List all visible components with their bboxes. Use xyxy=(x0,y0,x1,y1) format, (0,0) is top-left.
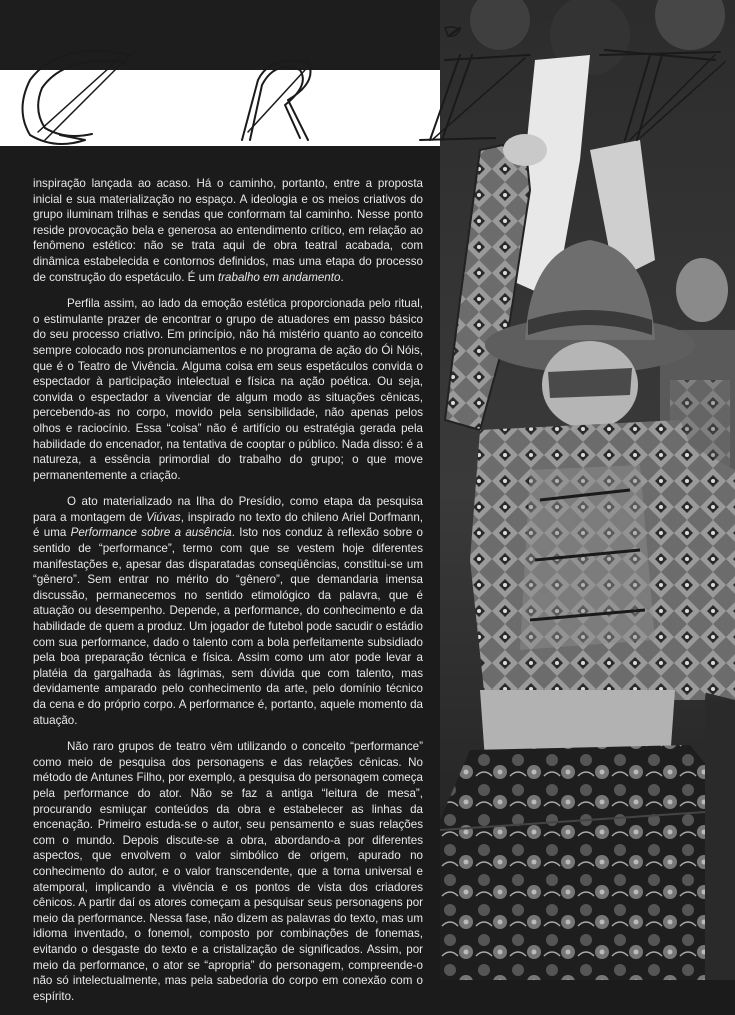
title-art xyxy=(0,0,735,160)
text-run: Perfila assim, ao lado da emoção estética proporcionada pelo ritual, o estimulante prazer de encontrar o grupo de atuadores em passo básico do seu processo criativo. Em princípio, não há mistério quanto ao conceito sempre colocado nos pronunciamentos e no programa de ação do Ói Nóis, que é o Teatro de Vivência. Alguma coisa em seus espetáculos convida o espectador à participação intelectual e física na ação poética. Ou seja, convida o espectador a vivenciar de algum modo as situações cênicas, percebendo-as no corpo, movido pela sensibilidade, não apenas pelos olhos e raciocínio. Essa “coisa” não é artifício ou estratégia gerada pela habilidade do encenador, na tentativa de cooptar o público. Nada disso: é a natureza, a essência primordial do trabalho do grupo; o que move permanentemente a criação. xyxy=(33,297,423,482)
paragraph-4 xyxy=(33,739,423,1004)
paragraph-1 xyxy=(33,176,423,285)
text-run: , inspirado no texto do chileno Ariel Dorfmann, é uma xyxy=(33,510,423,540)
title-letter-i xyxy=(420,27,530,140)
text-run: . Isto nos conduz à reflexão sobre o sentido de “performance”, termo com que se vestem hoje diferentes manifestações e, apesar das disparatadas conseqüências, constitui-se um “gênero”. Sem entrar no mérito do “gênero”, que demandaria imensa discussão, permanecemos no sentido etimológico da palavra, que é atuação ou desempenho. Depende, a performance, do conhecimento e da habilidade de quem a produz. Um jogador de futebol pode sacudir o estádio com sua performance, dado o talento com a bola perfeitamente subsidiado pela boa preparação técnica e física. Assim como um ator pode levar a platéia da gargalhada às lágrimas, sem dúvida que com talento, mas devidamente amparado pelo conhecimento da arte, pelo domínio técnico da cena e do próprio corpo. A performance é, portanto, aquele momento da atuação. xyxy=(33,526,423,727)
title-letter-r xyxy=(242,60,311,140)
italic-run: trabalho em andamento xyxy=(217,270,341,284)
text-run: Não raro grupos de teatro vêm utilizando o conceito “performance” como meio de pesquisa dos personagens e das relações cênicas. No método de Antunes Filho, por exemplo, a pesquisa do personagem começa pela performance do ator. Não se faz a antiga “leitura de mesa”, procurando esmiuçar conteúdos da obra e estabelecer as linhas da encenação. Primeiro estuda-se o autor, seu pensamento e suas relações com o mundo. Depois discute-se a obra, abordando-a por diferentes aspectos, que envolvem o valor simbólico de origem, apurado no conhecimento do autor, e o valor transcendente, que a torna universal e atemporal, implicando a vivência e os pontos de vista dos criadores cênicos. A partir daí os atores começam a pesquisar seus personagens por meio da performance. Nessa fase, não dizem as palavras do texto, mas um idioma inventado, o fonemol, composto por combinações de fonemas, evitando o desgaste do texto e a cristalização de significados. Assim, por meio da performance, o ator se “apropria” do personagem, compreende-o não só intelectualmente, mas pela sabedoria do corpo em conexão com o espírito. xyxy=(33,740,423,1003)
article-text xyxy=(33,176,423,1015)
italic-run: Viúvas xyxy=(146,510,181,524)
title-letter-t xyxy=(600,50,725,140)
title-letter-c xyxy=(23,50,136,144)
italic-run: Performance sobre a ausência xyxy=(70,526,232,540)
text-run: O ato materializado na Ilha do Presídio, como etapa da pesquisa para a montagem de xyxy=(33,495,423,524)
text-run: inspiração lançada ao acaso. Há o caminho, portanto, entre a proposta inicial e sua materialização no espaço. A ideologia e os meios criativos do grupo iluminam trilhas e sendas que conformam tal caminho. Nesse ponto reside provocação bela e generosa ao entendimento crítico, em relação ao fenômeno estético: não se trata aqui de obra teatral acabada, com dinâmica estabelecida e contornos definidos, mas uma etapa do processo de construção do espetáculo. É um xyxy=(33,177,423,284)
text-run: . xyxy=(340,270,344,284)
paragraph-2 xyxy=(33,296,423,483)
paragraph-3 xyxy=(33,494,423,728)
